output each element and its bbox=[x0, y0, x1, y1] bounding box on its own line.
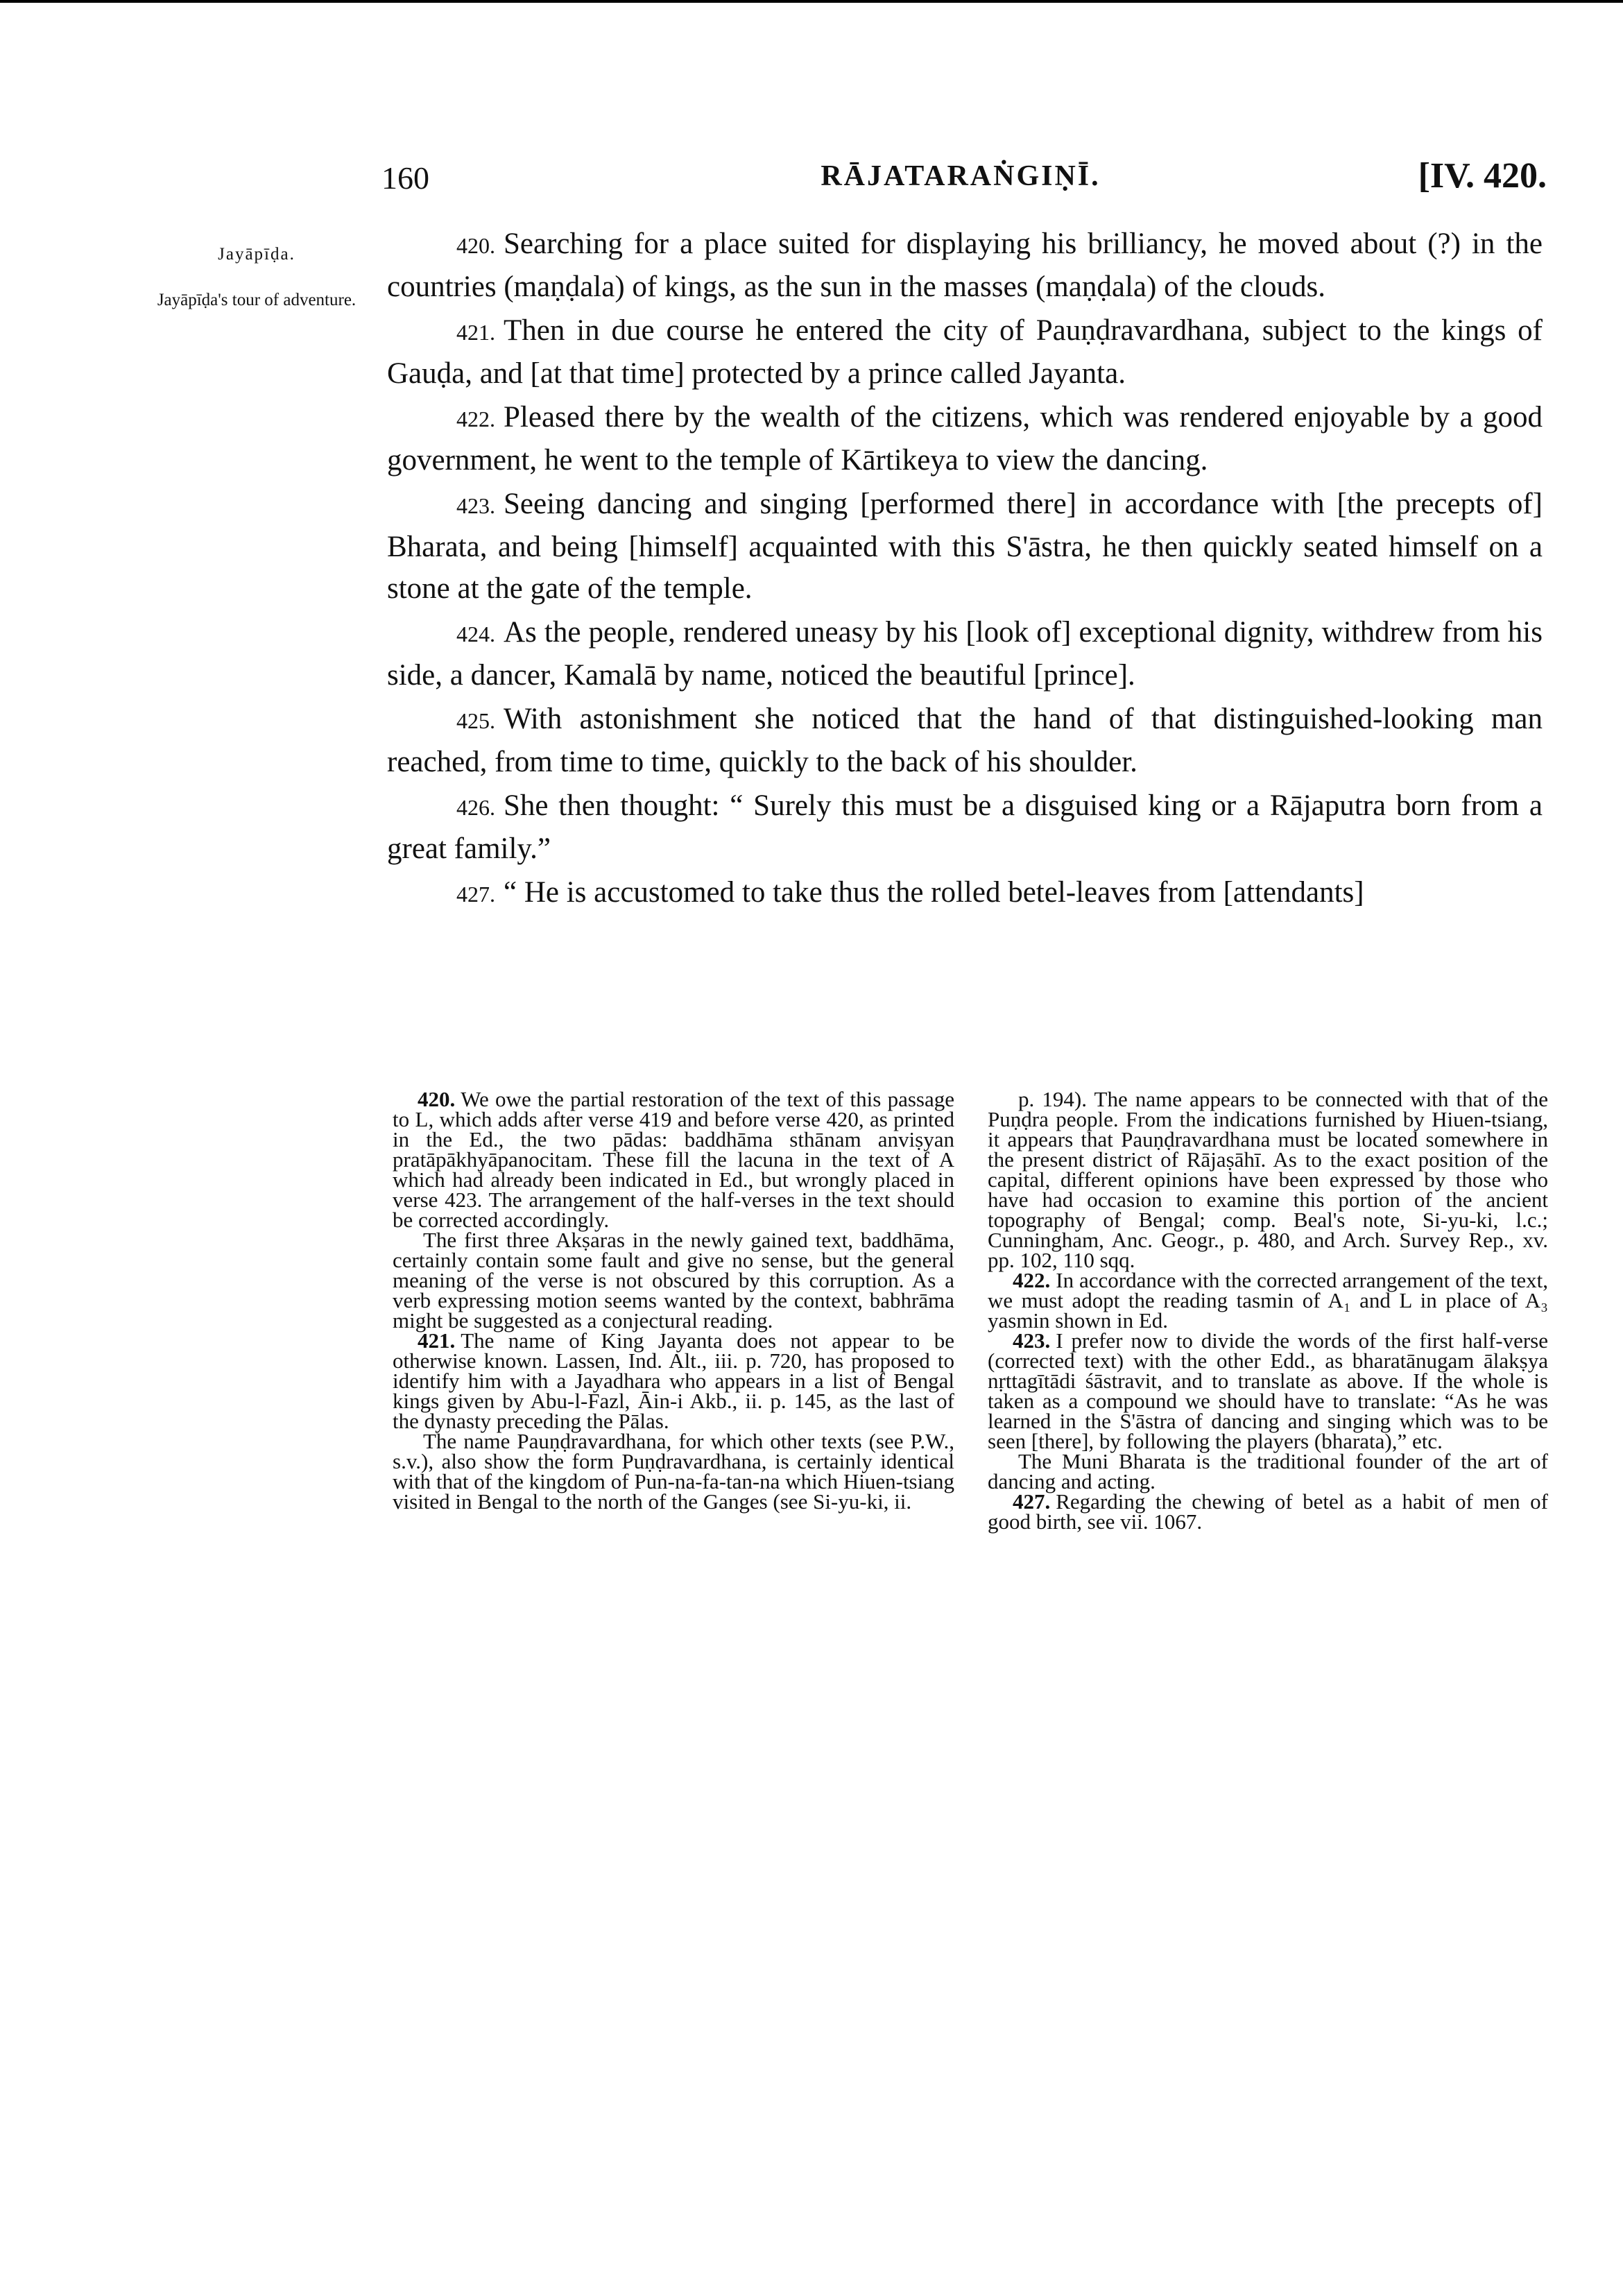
verse bbox=[387, 483, 1543, 610]
verse-text: Searching for a place suited for displaying his brilliancy, he moved about (?) in the countries (maṇḍala) of kings, as the sun in the masses (maṇḍala) of the clouds. bbox=[387, 228, 1543, 303]
footnote-text: We owe the partial restoration of the text of this passage to L, which adds after verse 419 and before verse 420, as printed in the Ed., the two pādas: baddhāma sthānam anviṣyan pratāpākhyāpanocitam. These fill the lacuna in the text of A which had already been indicated in Ed., but wrongly placed in verse 423. The arrangement of the half-verses in the text should be corrected accordingly. bbox=[393, 1087, 954, 1232]
verse-text: Seeing dancing and singing [performed there] in accordance with [the precepts of] Bharata, and being [himself] acquainted with this S'āstra, he then quickly seated himself on a stone at the gate of the temple. bbox=[387, 488, 1543, 605]
footnote-number: 423. bbox=[1013, 1328, 1051, 1353]
page-number: 160 bbox=[381, 160, 429, 196]
footnote-text: In accordance with the corrected arrangement of the text, we must adopt the reading tasmin of A₁ and L in place of A₃ yasmin shown in Ed. bbox=[988, 1268, 1548, 1333]
verse-number: 425. bbox=[456, 708, 495, 733]
running-title: RĀJATARAṄGIṆĪ. bbox=[821, 160, 1101, 192]
footnote-text: Regarding the chewing of betel as a habit of men of good birth, see vii. 1067. bbox=[988, 1489, 1548, 1534]
page-header bbox=[375, 155, 1547, 204]
footnote-text: The first three Akṣaras in the newly gained text, baddhāma, certainly contain some fault and give no sense, but the general meaning of the verse is not obscured by this corruption. As a verb expressing motion seems wanted by the context, babhrāma might be suggested as a conjectural reading. bbox=[393, 1228, 954, 1333]
margin-topic: Jayāpīḍa's tour of adventure. bbox=[157, 291, 357, 309]
verse-text: As the people, rendered uneasy by his [look of] exceptional dignity, withdrew from his side, a dancer, Kamalā by name, noticed the beautiful [prince]. bbox=[387, 616, 1543, 692]
footnote bbox=[393, 1089, 954, 1230]
verse-text: Pleased there by the wealth of the citizens, which was rendered enjoyable by a good government, he went to the temple of Kārtikeya to view the dancing. bbox=[387, 401, 1543, 477]
verse bbox=[387, 310, 1543, 395]
footnote bbox=[988, 1089, 1548, 1270]
verse bbox=[387, 785, 1543, 870]
verse-number: 423. bbox=[456, 493, 495, 518]
verse-text: She then thought: “ Surely this must be a disguised king or a Rājaputra born from a great family.” bbox=[387, 789, 1543, 865]
verse-number: 427. bbox=[456, 882, 495, 907]
footnote bbox=[988, 1268, 1548, 1333]
verse bbox=[387, 699, 1543, 783]
verse-text: With astonishment she noticed that the hand of that distinguished-looking man reached, from time to time, quickly to the back of his shoulder. bbox=[387, 703, 1543, 778]
footnote bbox=[988, 1330, 1548, 1451]
top-border-rule bbox=[0, 0, 1623, 3]
verses-body bbox=[387, 223, 1543, 917]
verse-number: 426. bbox=[456, 795, 495, 820]
margin-name: Jayāpīḍa. bbox=[218, 245, 295, 264]
footnote bbox=[393, 1429, 954, 1514]
footnote-number: 422. bbox=[1013, 1268, 1051, 1292]
footnote bbox=[393, 1330, 954, 1431]
footnote bbox=[988, 1451, 1548, 1491]
footnote-number: 421. bbox=[418, 1328, 456, 1353]
verse-number: 424. bbox=[456, 622, 495, 646]
verse-number: 421. bbox=[456, 320, 495, 345]
verse-number: 420. bbox=[456, 233, 495, 258]
footnote-text: The name Pauṇḍravardhana, for which other texts (see P.W., s.v.), also show the form Puṇḍravardhana, is certainly identical with that of the kingdom of Pun-na-fa-tan-na which Hiuen-tsiang visited in Bengal to the north of the Ganges (see Si-yu-ki, ii. bbox=[393, 1429, 954, 1514]
footnote-number: 427. bbox=[1013, 1489, 1051, 1514]
footnotes-right-column bbox=[988, 1089, 1548, 1532]
verse bbox=[387, 872, 1543, 915]
footnote-text: I prefer now to divide the words of the first half-verse (corrected text) with the other Edd., as bharatānugam ālakṣya nṛttagītādi śāstravit, and to translate as above. If the whole is taken as a compound we should have to translate: “As he was learned in the S'āstra of dancing and singing which was to be seen [there], by following the players (bharata),” etc. bbox=[988, 1328, 1548, 1453]
footnote-number: 420. bbox=[418, 1087, 456, 1111]
verse bbox=[387, 223, 1543, 308]
verse-number: 422. bbox=[456, 406, 495, 431]
footnotes-left-column bbox=[393, 1087, 954, 1514]
footnote-text: The name of King Jayanta does not appear to be otherwise known. Lassen, Ind. Alt., iii. p. 720, has proposed to identify him with a Jayadhara who appears in a list of Bengal kings given by Abu-l-Fazl, Āin-i Akb., ii. p. 145, as the last of the dynasty preceding the Pālas. bbox=[393, 1328, 954, 1433]
verse-text: “ He is accustomed to take thus the rolled betel-leaves from [attendants] bbox=[504, 876, 1364, 909]
verse bbox=[387, 612, 1543, 696]
section-reference: [IV. 420. bbox=[1418, 156, 1547, 196]
footnote-text: p. 194). The name appears to be connected with that of the Puṇḍra people. From the indications furnished by Hiuen-tsiang, it appears that Pauṇḍravardhana must be located somewhere in the present district of Rājaṣāhī. As to the exact position of the capital, different opinions have been expressed by those who have had occasion to examine this portion of the ancient topography of Bengal; comp. Beal's note, Si-yu-ki, l.c.; Cunningham, Anc. Geogr., p. 480, and Arch. Survey Rep., xv. pp. 102, 110 sqq. bbox=[988, 1087, 1548, 1272]
footnote-text: The Muni Bharata is the traditional founder of the art of dancing and acting. bbox=[988, 1449, 1548, 1493]
verse-text: Then in due course he entered the city of Pauṇḍravardhana, subject to the kings of Gauḍa, and [at that time] protected by a prince called Jayanta. bbox=[387, 314, 1543, 390]
verse bbox=[387, 397, 1543, 481]
footnote bbox=[393, 1228, 954, 1333]
footnote bbox=[988, 1491, 1548, 1532]
